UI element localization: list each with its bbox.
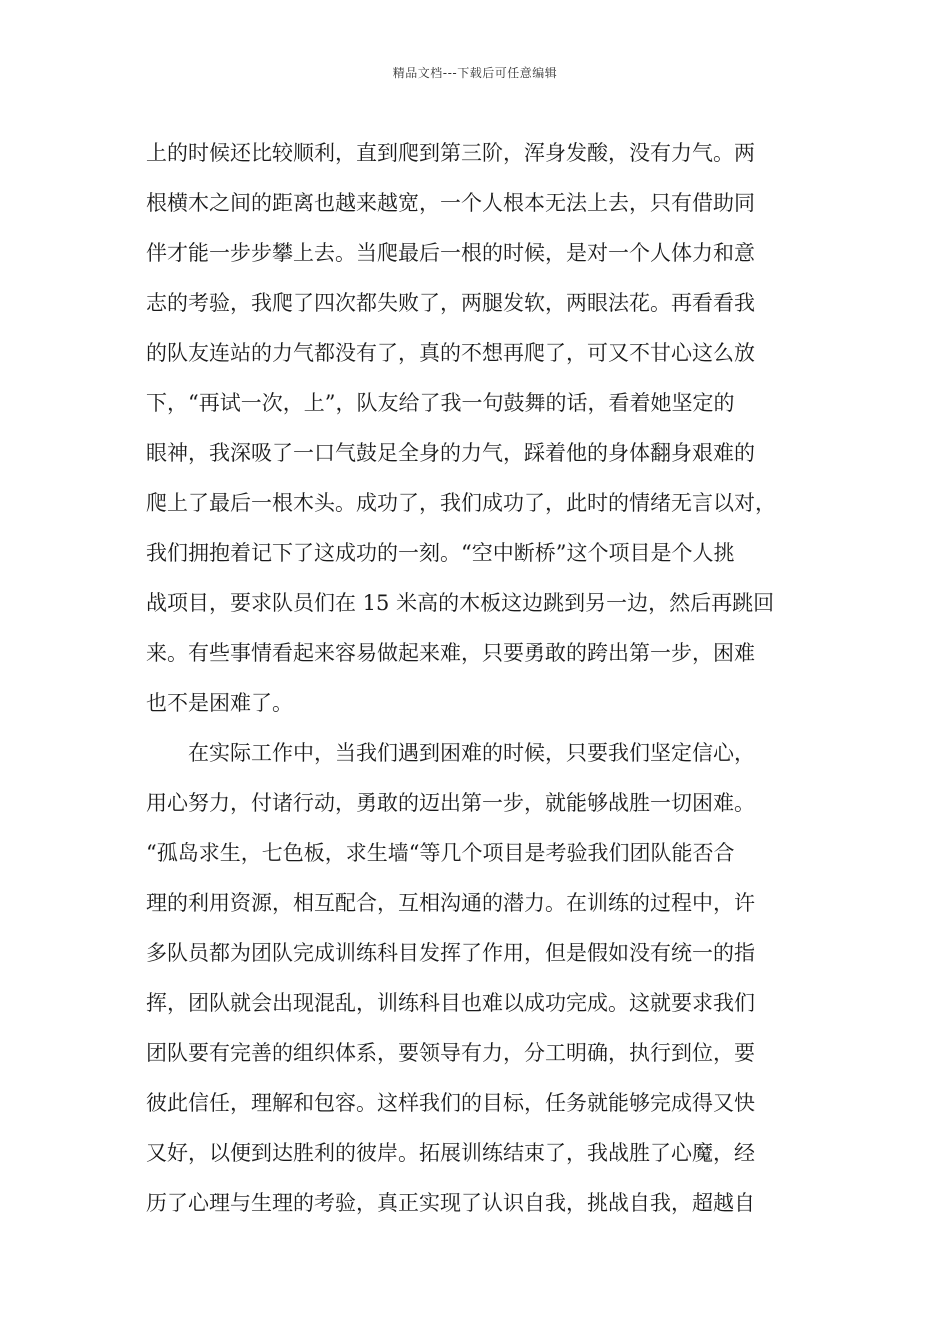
text-line: 在实际工作中，当我们遇到困难的时候，只要我们坚定信心， [188,741,755,765]
text-line: 的队友连站的力气都没有了，真的不想再爬了，可又不甘心这么放 [146,341,755,365]
text-line: 用心努力，付诸行动，勇敢的迈出第一步，就能够战胜一切困难。 [146,791,755,815]
paragraph-1 [146,128,826,728]
text-line: 彼此信任，理解和包容。这样我们的目标，任务就能够完成得又快 [146,1091,755,1115]
text-line: 下，“再试一次，上”，队友给了我一句鼓舞的话，看着她坚定的 [146,391,735,415]
text-line: 上的时候还比较顺利，直到爬到第三阶，浑身发酸，没有力气。两 [146,141,755,165]
text-line: 团队要有完善的组织体系，要领导有力，分工明确，执行到位，要 [146,1041,755,1065]
text-line: 我们拥抱着记下了这成功的一刻。“空中断桥”这个项目是个人挑 [146,541,735,565]
text-line: 多队员都为团队完成训练科目发挥了作用，但是假如没有统一的指 [146,941,755,965]
text-line: 战项目，要求队员们在 15 米高的木板这边跳到另一边，然后再跳回 [146,591,775,615]
text-line: 挥，团队就会出现混乱，训练科目也难以成功完成。这就要求我们 [146,991,755,1015]
text-line: 也不是困难了。 [146,691,293,715]
text-line: 历了心理与生理的考验，真正实现了认识自我，挑战自我，超越自 [146,1191,755,1215]
text-line: 志的考验，我爬了四次都失败了，两腿发软，两眼法花。再看看我 [146,291,755,315]
paragraph-2 [146,728,826,1228]
text-line: 又好，以便到达胜利的彼岸。拓展训练结束了，我战胜了心魔，经 [146,1141,755,1165]
text-line: 来。有些事情看起来容易做起来难，只要勇敢的跨出第一步，困难 [146,641,755,665]
text-line: 伴才能一步步攀上去。当爬最后一根的时候，是对一个人体力和意 [146,241,755,265]
text-line: 眼神，我深吸了一口气鼓足全身的力气，踩着他的身体翻身艰难的 [146,441,755,465]
document-body [146,128,826,1228]
text-line: “孤岛求生，七色板，求生墙“等几个项目是考验我们团队能否合 [146,841,735,865]
page-header: 精品文档---下载后可任意编辑 [392,66,558,80]
text-line: 爬上了最后一根木头。成功了，我们成功了，此时的情绪无言以对， [146,491,776,515]
text-line: 理的利用资源，相互配合，互相沟通的潜力。在训练的过程中，许 [146,891,755,915]
text-line: 根横木之间的距离也越来越宽，一个人根本无法上去，只有借助同 [146,191,755,215]
